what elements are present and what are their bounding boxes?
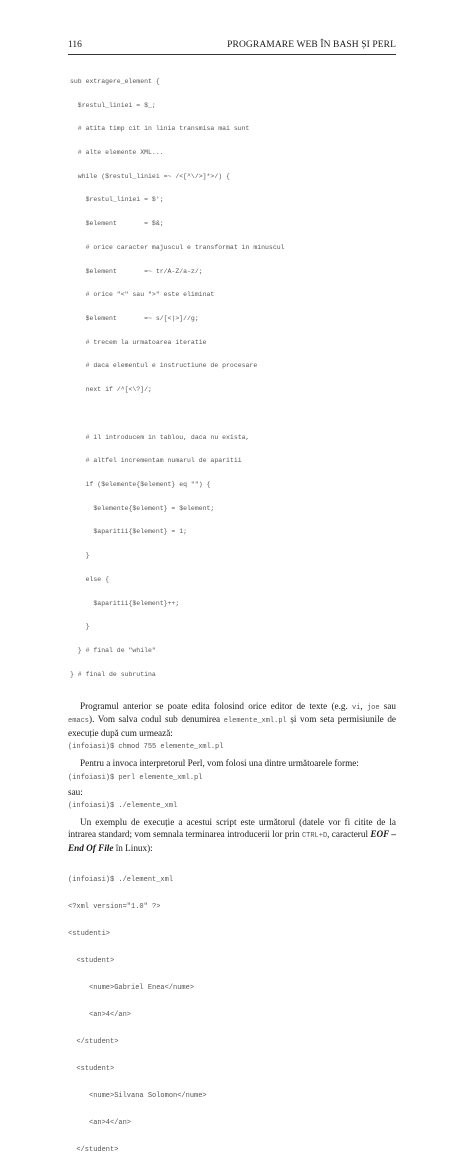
code-line: $element =~ tr/A-Z/a-z/; xyxy=(70,267,203,275)
code-line: <student> xyxy=(68,1065,115,1074)
text-run: și vom seta permisiunile de execuție după cum urmează: xyxy=(68,714,396,738)
code-line: <nume>Silvana Solomon</nume> xyxy=(68,1092,207,1101)
code-line: # alte elemente XML... xyxy=(70,148,164,156)
inline-code-emacs: emacs xyxy=(68,717,90,726)
code-line: $restul_liniei = $'; xyxy=(70,196,164,204)
code-line: <student> xyxy=(68,957,115,966)
code-line: (infoiasi)$ ./element_xml xyxy=(68,876,174,885)
code-line: </student> xyxy=(68,1038,119,1047)
code-line xyxy=(70,410,396,418)
code-line: <?xml version="1.0" ?> xyxy=(68,903,161,912)
command-perl: (infoiasi)$ perl elemente_xml.pl xyxy=(68,773,203,782)
code-line: # trecem la urmatoarea iteratie xyxy=(70,338,207,346)
code-line: } xyxy=(70,623,90,631)
code-line: $element = $&; xyxy=(70,220,164,228)
code-line: } # final de subrutina xyxy=(70,670,156,678)
xml-example-block xyxy=(68,858,396,1168)
paragraph-invoke-perl: Pentru a invoca interpretorul Perl, vom folosi una dintre următoarele forme: xyxy=(80,758,359,769)
text-run: , xyxy=(360,700,367,711)
page-number: 116 xyxy=(68,40,82,50)
code-line: # altfel incrementam numarul de aparitii xyxy=(70,457,242,465)
code-line: $aparitii{$element} = 1; xyxy=(70,528,188,536)
code-line: # atita timp cit in linia transmisa mai sunt xyxy=(70,125,250,133)
code-line: $element =~ s/[<|>]//g; xyxy=(70,315,199,322)
inline-code-joe: joe xyxy=(366,703,380,712)
code-line: if ($elemente{$element} eq "") { xyxy=(70,481,211,489)
eof-term: EOF – End Of File xyxy=(68,829,396,853)
label-or: sau: xyxy=(68,786,83,797)
command-run-script: (infoiasi)$ ./elemente_xml xyxy=(68,802,178,811)
running-title: PROGRAMARE WEB ÎN BASH ȘI PERL xyxy=(227,40,396,50)
code-line: </student> xyxy=(68,1146,119,1155)
inline-code-ctrl-d: CTRL+D xyxy=(301,832,328,841)
code-line: # daca elementul e instructiune de procesare xyxy=(70,362,258,370)
inline-code-vi: vi xyxy=(352,703,361,712)
code-line: <nume>Gabriel Enea</nume> xyxy=(68,984,195,993)
page-header xyxy=(68,40,396,55)
code-line: <studenti> xyxy=(68,930,111,939)
paragraph-edit-save xyxy=(68,701,396,740)
code-line: # il introducem in tablou, daca nu exista, xyxy=(70,433,250,441)
inline-code-filename: elemente_xml.pl xyxy=(223,717,287,726)
text-run: Un exemplu de execuție a acestui script este următorul (datele vor fi citite de la intrarea standard; vom semnala terminarea introducerii lor prin xyxy=(68,817,396,840)
code-line: <an>4</an> xyxy=(68,1011,132,1020)
code-line: else { xyxy=(70,575,110,583)
code-line: } # final de "while" xyxy=(70,647,156,655)
text-run: , caracterul xyxy=(327,829,371,840)
text-run: Programul anterior se poate edita folosind orice editor de texte (e.g. xyxy=(80,700,352,711)
code-line: } xyxy=(70,552,90,560)
text-run: în Linux): xyxy=(113,842,153,853)
code-line: <an>4</an> xyxy=(68,1119,132,1128)
text-run: ). Vom salva codul sub denumirea xyxy=(89,714,224,725)
text-run: sau xyxy=(379,700,397,711)
code-line: # orice caracter majuscul e transformat in minuscul xyxy=(70,243,285,251)
code-line: $aparitii{$element}++; xyxy=(70,599,180,607)
code-line: while ($restul_liniei =~ /<[^\/>]*>/) { xyxy=(70,172,230,180)
code-line: sub extragere_element { xyxy=(70,77,160,85)
code-line: next if /^[<\?]/; xyxy=(70,386,152,394)
page-content xyxy=(68,62,396,1168)
code-line: # orice "<" sau ">" este eliminat xyxy=(70,291,215,299)
command-chmod: (infoiasi)$ chmod 755 elemente_xml.pl xyxy=(68,743,224,752)
paragraph-example-run xyxy=(68,817,396,854)
code-line: $elemente{$element} = $element; xyxy=(70,504,215,512)
perl-code-block xyxy=(70,62,396,695)
code-line: $restul_liniei = $_; xyxy=(70,101,156,109)
